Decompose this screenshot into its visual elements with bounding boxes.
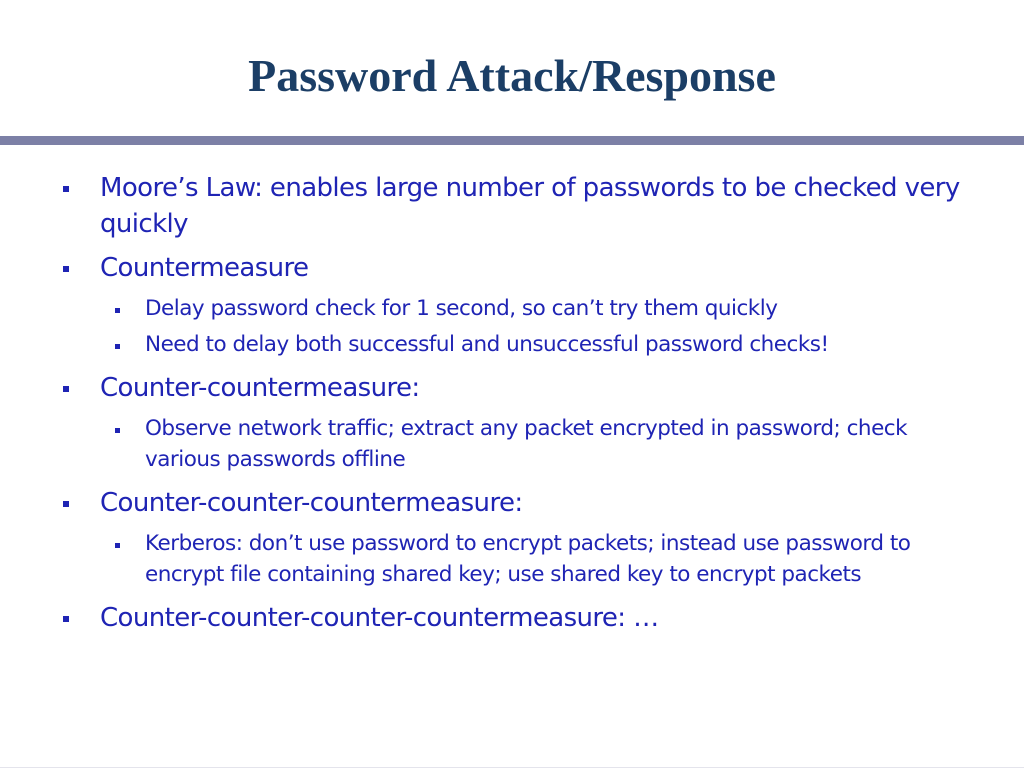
bullet-text: Counter-countermeasure: xyxy=(100,373,420,403)
sub-bullet-text: Need to delay both successful and unsuccessful password checks! xyxy=(145,331,829,357)
square-bullet-icon xyxy=(63,266,69,272)
bullet-item xyxy=(100,250,960,286)
square-bullet-icon xyxy=(63,501,69,507)
bullet-text: Counter-counter-countermeasure: xyxy=(100,488,523,518)
bullet-item xyxy=(100,600,960,636)
sub-bullet-item xyxy=(145,414,945,475)
slide-title: Password Attack/Response xyxy=(248,50,776,101)
bullet-text: Counter-counter-counter-countermeasure: … xyxy=(100,603,659,633)
square-bullet-icon xyxy=(115,344,120,349)
square-bullet-icon xyxy=(63,186,69,192)
bullet-text: Moore’s Law: enables large number of passwords to be checked very quickly xyxy=(100,173,960,239)
sub-bullet-item xyxy=(145,330,945,361)
square-bullet-icon xyxy=(63,616,69,622)
square-bullet-icon xyxy=(63,386,69,392)
sub-bullet-text: Observe network traffic; extract any packet encrypted in password; check various passwords offline xyxy=(145,416,908,472)
title-divider xyxy=(0,136,1024,145)
bullet-item xyxy=(100,370,960,406)
square-bullet-icon xyxy=(115,543,120,548)
bullet-list xyxy=(0,170,1024,644)
sub-bullet-text: Kerberos: don’t use password to encrypt packets; instead use password to encrypt file containing shared key; use shared key to encrypt packets xyxy=(145,531,911,587)
square-bullet-icon xyxy=(115,308,120,313)
bullet-item xyxy=(100,170,960,242)
bullet-text: Countermeasure xyxy=(100,253,309,283)
sub-bullet-item xyxy=(145,529,945,590)
bullet-item xyxy=(100,485,960,521)
sub-bullet-item xyxy=(145,294,945,325)
square-bullet-icon xyxy=(115,428,120,433)
sub-bullet-text: Delay password check for 1 second, so can’t try them quickly xyxy=(145,296,778,321)
